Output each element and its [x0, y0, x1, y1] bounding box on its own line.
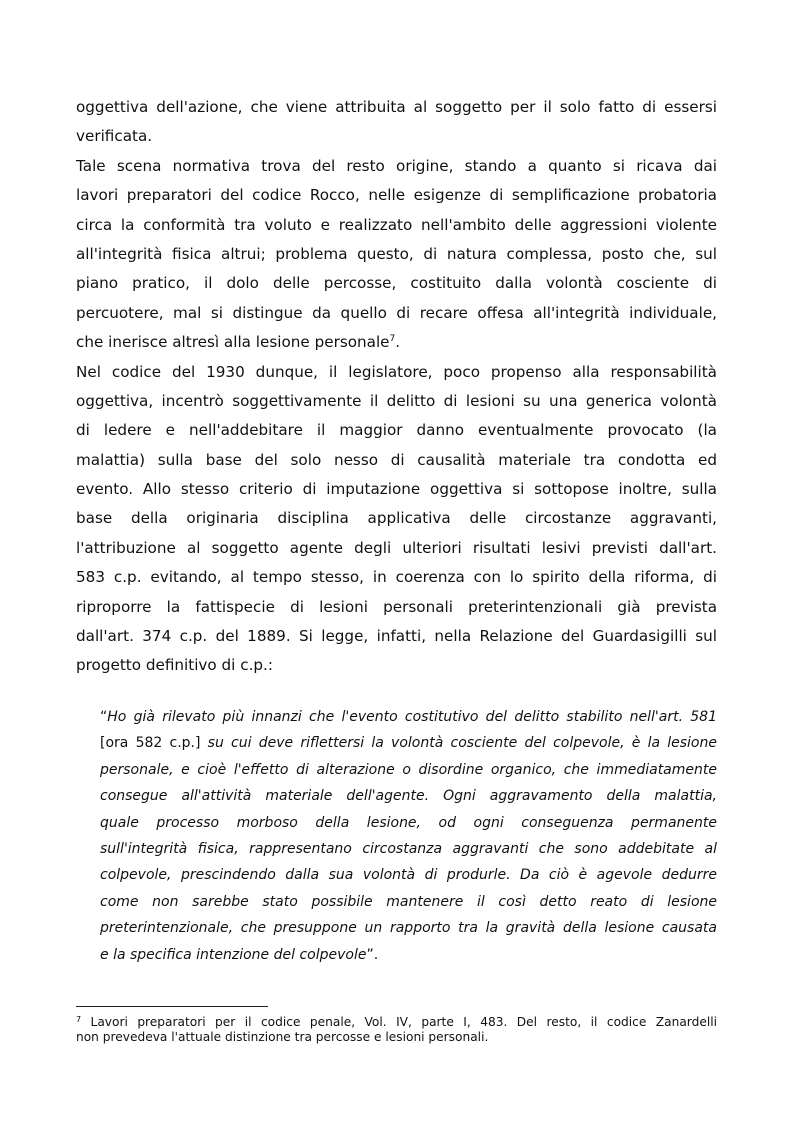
quote-text: e la specifica intenzione del colpevole [100, 946, 367, 963]
text-line: evento. Allo stesso criterio di imputazione oggettiva si sottopose inoltre, sulla [76, 480, 717, 499]
text-line: Tale scena normativa trova del resto origine, stando a quanto si ricava dai [76, 156, 717, 175]
footnote-separator [76, 1006, 268, 1007]
quote-line: come non sarebbe stato possibile mantenere il così detto reato di lesione [100, 893, 717, 910]
text-line: lavori preparatori del codice Rocco, nelle esigenze di semplificazione probatoria [76, 186, 717, 205]
text-line: 583 c.p. evitando, al tempo stesso, in coerenza con lo spirito della riforma, di [76, 568, 717, 587]
quote-line [100, 704, 717, 730]
text-line [76, 328, 717, 357]
text-line: oggettiva, incentrò soggettivamente il delitto di lesioni su una generica volontà [76, 391, 717, 410]
text-fragment: . [395, 333, 401, 352]
quote-line [100, 730, 717, 756]
quote-insertion: [ora 582 c.p.] [100, 735, 208, 752]
footnote-line [76, 1015, 717, 1030]
quote-line: preterintenzionale, che presuppone un rapporto tra la gravità della lesione causata [100, 920, 717, 937]
quote-line: colpevole, prescindendo dalla sua volontà di produrle. Da ciò è agevole dedurre [100, 867, 717, 884]
text-line: percuotere, mal si distingue da quello di recare offesa all'integrità individuale, [76, 303, 717, 322]
text-fragment: che inerisce altresì alla lesione personale [76, 333, 390, 352]
text-line: oggettiva dell'azione, che viene attribuita al soggetto per il solo fatto di essersi [76, 98, 717, 116]
body-text [76, 93, 717, 681]
text-line: l'attribuzione al soggetto agente degli ulteriori risultati lesivi previsti dall'art. [76, 538, 717, 557]
text-line: malattia) sulla base del solo nesso di causalità materiale tra condotta ed [76, 450, 717, 469]
text-line: riproporre la fattispecie di lesioni personali preterintenzionali già prevista [76, 597, 717, 616]
quote-line: sull'integrità fisica, rappresentano circostanza aggravanti che sono addebitate al [100, 840, 717, 857]
quote-line: quale processo morboso della lesione, od ogni conseguenza permanente [100, 814, 717, 831]
quote-open-mark: “ [100, 709, 108, 725]
text-line: di ledere e nell'addebitare il maggior danno eventualmente provocato (la [76, 421, 717, 440]
text-line: piano pratico, il dolo delle percosse, costituito dalla volontà cosciente di [76, 274, 717, 293]
text-line: Nel codice del 1930 dunque, il legislatore, poco propenso alla responsabilità [76, 362, 717, 381]
block-quote [100, 704, 717, 968]
text-line: all'integrità fisica altrui; problema questo, di natura complessa, posto che, sul [76, 244, 717, 263]
quote-line: personale, e cioè l'effetto di alterazione o disordine organico, che immediatamente [100, 761, 717, 778]
footnote-text: Lavori preparatori per il codice penale, Vol. IV, parte I, 483. Del resto, il codice Zanardelli [81, 1015, 717, 1029]
text-line: circa la conformità tra voluto e realizzato nell'ambito delle aggressioni violente [76, 215, 717, 234]
text-line: progetto definitivo di c.p.: [76, 656, 273, 675]
quote-close-mark: ”. [366, 946, 379, 963]
text-line: dall'art. 374 c.p. del 1889. Si legge, infatti, nella Relazione del Guardasigilli sul [76, 627, 717, 646]
footnote [76, 1015, 717, 1045]
footnote-reference[interactable]: 7 [389, 334, 396, 345]
text-line: base della originaria disciplina applicativa delle circostanze aggravanti, [76, 509, 717, 528]
quote-text: Ho già rilevato più innanzi che l'evento costitutivo del delitto stabilito nell'art. 581 [107, 709, 717, 725]
text-line: verificata. [76, 127, 153, 146]
footnote-number: 7 [76, 1015, 82, 1024]
quote-text: su cui deve riflettersi la volontà cosciente del colpevole, è la lesione [207, 735, 717, 752]
quote-line [100, 942, 717, 968]
quote-line: consegue all'attività materiale dell'agente. Ogni aggravamento della malattia, [100, 788, 717, 805]
footnote-line: non prevedeva l'attuale distinzione tra percosse e lesioni personali. [76, 1030, 489, 1044]
